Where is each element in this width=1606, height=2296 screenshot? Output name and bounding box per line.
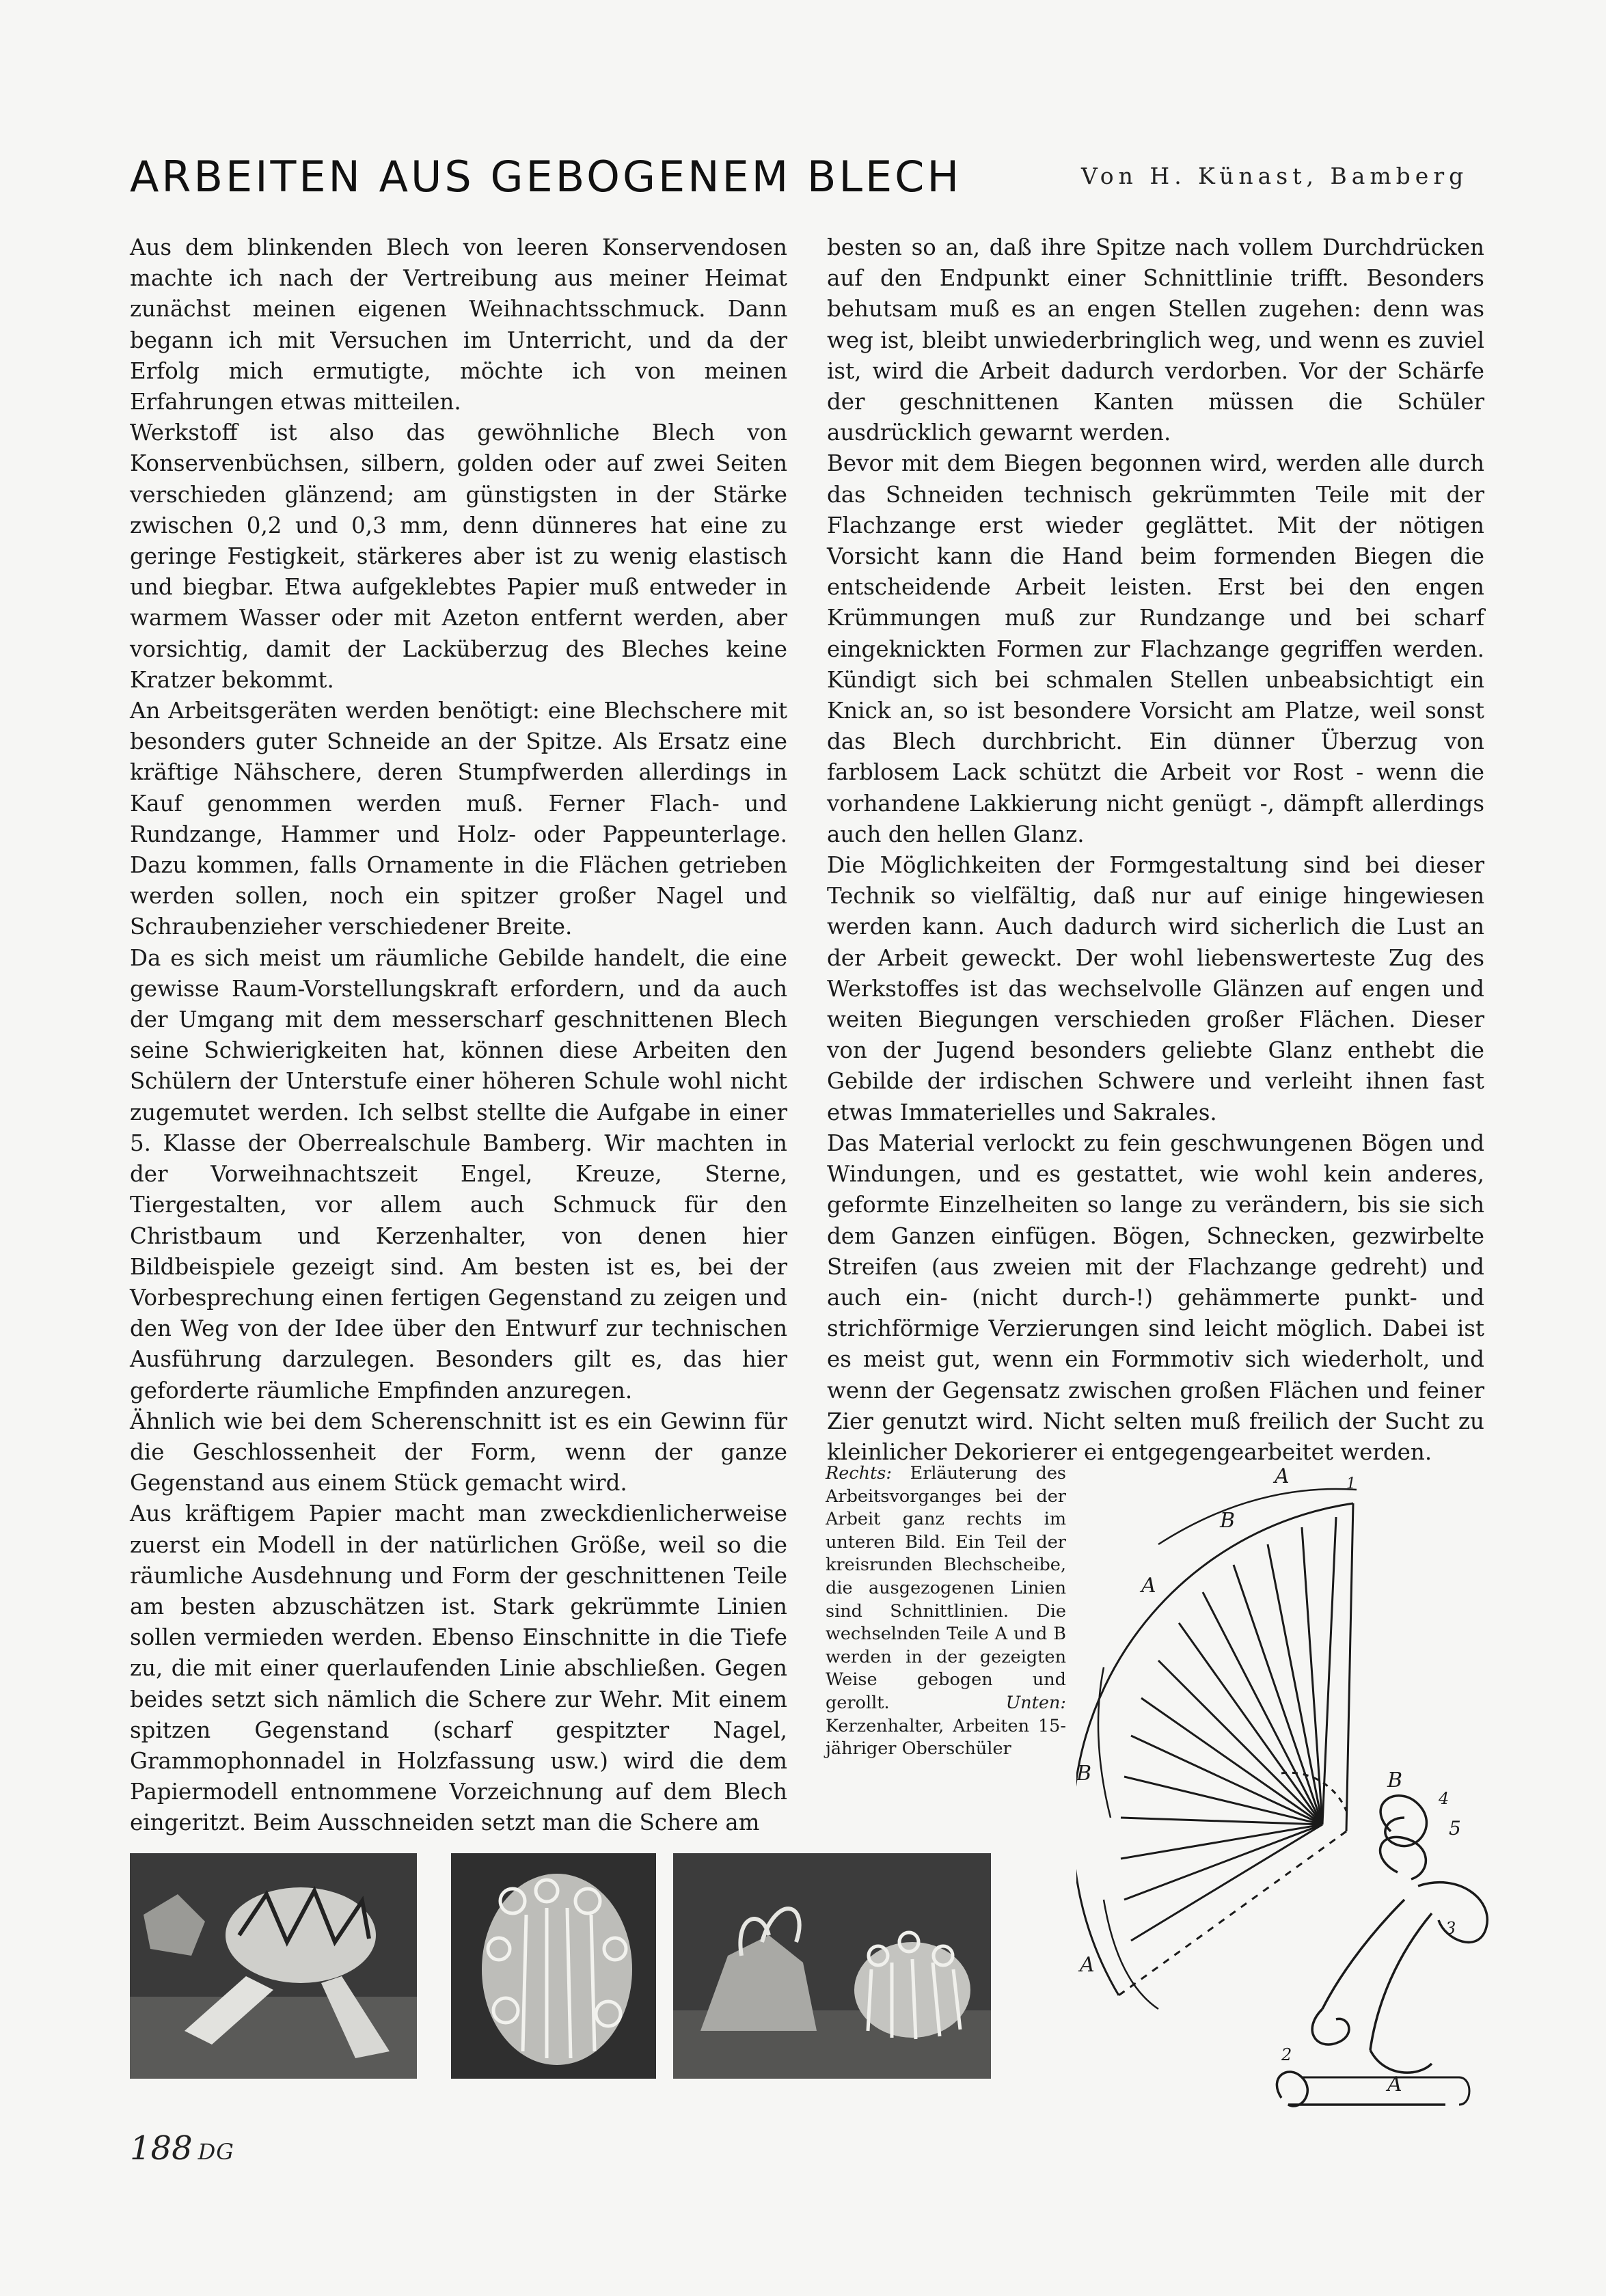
paragraph: Aus dem blinkenden Blech von leeren Konservendosen machte ich nach der Vertreibung aus meiner Heimat zunächst meinen eigenen Weihnachtsschmuck. Dann begann ich mit Versuchen im Unterricht, und da der Erfolg mich ermutigte, möchte ich von meinen Erfahrungen etwas mitteilen. [130, 234, 787, 415]
figure-caption [826, 1462, 1066, 1761]
diagram-number: 4 [1439, 1789, 1450, 1808]
author-byline: Von H. Künast, Bamberg [1081, 163, 1469, 189]
diagram-number: 1 [1346, 1475, 1356, 1492]
caption-label-below: Unten: [1005, 1692, 1066, 1713]
candle-holder-photo [130, 1853, 417, 2079]
caption-text-right: Erläuterung des Arbeitsvorganges bei der Arbeit ganz rechts im unteren Bild. Ein Teil der kreisrunden Blechscheibe, die ausgezogenen Linien sind Schnittlinien. Die wechselnden Teile A und B werden in der gezeigten Weise gebogen und gerollt. [826, 1463, 1067, 1713]
diagram-number: 5 [1449, 1817, 1461, 1840]
paragraph: Ähnlich wie bei dem Scherenschnitt ist es ein Gewinn für die Geschlossenheit der Form, wenn der ganze Gegenstand aus einem Stück gemacht wird. [130, 1408, 787, 1496]
diagram-label-a: A [1080, 1953, 1095, 1977]
diagram-label-a: A [1275, 1464, 1290, 1488]
candle-holder-photo [673, 1853, 991, 2079]
page-footer [130, 2129, 234, 2168]
paragraph: Da es sich meist um räumliche Gebilde handelt, die eine gewisse Raum-Vorstellungskraft erfordern, und da auch der Umgang mit dem messerscharf geschnittenen Blech seine Schwierigkeiten hat, können diese Arbeiten den Schülern der Unterstufe einer höheren Schule wohl nicht zugemutet werden. Ich selbst stellte die Aufgabe in einer 5. Klasse der Oberrealschule Bamberg. Wir machten in der Vorweihnachtszeit Engel, Kreuze, Sterne, Tiergestalten, vor allem auch Schmuck für den Christbaum und Kerzenhalter, von denen hier Bildbeispiele gezeigt sind. Am besten ist es, bei der Vorbesprechung einen fertigen Gegenstand zu zeigen und den Weg von der Idee über den Entwurf zur technischen Ausführung darzulegen. Besonders gilt es, das hier geforderte räumliche Empfinden anzuregen. [130, 944, 787, 1404]
paragraph: Werkstoff ist also das gewöhnliche Blech von Konservenbüchsen, silbern, golden oder auf zwei Seiten verschieden glänzend; am günstigsten in der Stärke zwischen 0,2 und 0,3 mm, denn dünneres hat eine zu geringe Festigkeit, stärkeres aber ist zu wenig elastisch und biegbar. Etwa aufgeklebtes Papier muß entweder in warmem Wasser oder mit Azeton entfernt werden, aber vorsichtig, damit der Lacküberzug des Bleches keine Kratzer bekommt. [130, 420, 787, 693]
paragraph: An Arbeitsgeräten werden benötigt: eine Blechschere mit besonders guter Schneide an der Spitze. Als Ersatz eine kräftige Nähschere, deren Stumpfwerden allerdings in Kauf genommen werden muß. Ferner Flach- und Rundzange, Hammer und Holz- oder Pappeunterlage. Dazu kommen, falls Ornamente in die Flächen getrieben werden sollen, noch ein spitzer großer Nagel und Schraubenzieher verschiedener Breite. [130, 698, 787, 940]
diagram-label-b: B [1220, 1509, 1236, 1533]
text-column-left [130, 232, 787, 1839]
page-number: 188 [130, 2129, 193, 2168]
caption-text-below: Kerzenhalter, Arbeiten 15-jähriger Oberschüler [826, 1715, 1066, 1760]
diagram-label-a: A [1141, 1574, 1156, 1598]
diagram-number: 3 [1445, 1919, 1456, 1938]
magazine-abbreviation: DG [198, 2139, 234, 2165]
paragraph: Das Material verlockt zu fein geschwungenen Bögen und Windungen, und es gestattet, wie wohl kein anderes, geformte Einzelheiten so lange zu verändern, bis sie sich dem Ganzen einfügen. Bögen, Schnecken, gezwirbelte Streifen (aus zweien mit der Flachzange gedreht) und auch ein- (nicht durch-!) gehämmerte punkt- und strichförmige Verzierungen sind leicht möglich. Dabei ist es meist gut, wenn ein Formmotiv sich wiederholt, und wenn der Gegensatz zwischen großen Flächen und feiner Zier genutzt wird. Nicht selten muß freilich der Sucht zu kleinlicher Dekorierer ei entgegengearbeitet werden. [827, 1130, 1484, 1465]
diagram-label-b: B [1076, 1762, 1092, 1786]
bending-diagram [1076, 1462, 1500, 2125]
diagram-label-b: B [1387, 1768, 1403, 1792]
paragraph: Bevor mit dem Biegen begonnen wird, werden alle durch das Schneiden technisch gekrümmten Teile mit der Flachzange erst wieder geglättet. Mit der nötigen Vorsicht kann die Hand beim formenden Biegen die entscheidende Arbeit leisten. Erst bei den engen Krümmungen muß zur Rundzange und bei scharf eingeknickten Formen zur Flachzange gegriffen werden. Kündigt sich bei schmalen Stellen unbeabsichtigt ein Knick an, so ist besondere Vorsicht am Platze, weil sonst das Blech durchbricht. Ein dünner Überzug von farblosem Lack schützt die Arbeit vor Rost - wenn die vorhandene Lakkierung nicht genügt -, dämpft allerdings auch den hellen Glanz. [827, 450, 1484, 847]
paragraph: Aus kräftigem Papier macht man zweckdienlicherweise zuerst ein Modell in der natürlichen Größe, weil so die räumliche Ausdehnung und Form der geschnittenen Teile am besten abzuschätzen ist. Stark gekrümmte Linien sollen vermieden werden. Ebenso Einschnitte in die Tiefe zu, die mit einer querlaufenden Linie abschließen. Gegen beides setzt sich nämlich die Schere zur Wehr. Mit einem spitzen Gegenstand (scharf gespitzter Nagel, Grammophonnadel in Holzfassung usw.) wird die dem Papiermodell entnommene Vorzeichnung auf dem Blech eingeritzt. Beim Ausschneiden setzt man die Schere am [130, 1501, 787, 1836]
paragraph: besten so an, daß ihre Spitze nach vollem Durchdrücken auf den Endpunkt einer Schnittlinie trifft. Besonders behutsam muß es an engen Stellen zugehen: denn was weg ist, bleibt unwiederbringlich weg, und wenn es zuviel ist, wird die Arbeit dadurch verdorben. Vor der Schärfe der geschnittenen Kanten müssen die Schüler ausdrücklich gewarnt werden. [827, 234, 1484, 446]
text-column-right [827, 232, 1484, 1468]
paragraph: Die Möglichkeiten der Formgestaltung sind bei dieser Technik so vielfältig, daß nur auf einige hingewiesen werden kann. Auch dadurch wird sicherlich die Lust an der Arbeit geweckt. Der wohl liebenswerteste Zug des Werkstoffes ist das wechselvolle Glänzen auf engen und weiten Biegungen verschieden großer Flächen. Dieser von der Jugend besonders geliebte Glanz enthebt die Gebilde der irdischen Schwere und verleiht ihnen fast etwas Immaterielles und Sakrales. [827, 852, 1484, 1125]
caption-label-right: Rechts: [826, 1463, 892, 1484]
diagram-number: 2 [1281, 2045, 1292, 2064]
article-title: ARBEITEN AUS GEBOGENEM BLECH [130, 152, 962, 202]
diagram-label-a: A [1387, 2073, 1402, 2096]
candle-holder-photo [451, 1853, 656, 2079]
